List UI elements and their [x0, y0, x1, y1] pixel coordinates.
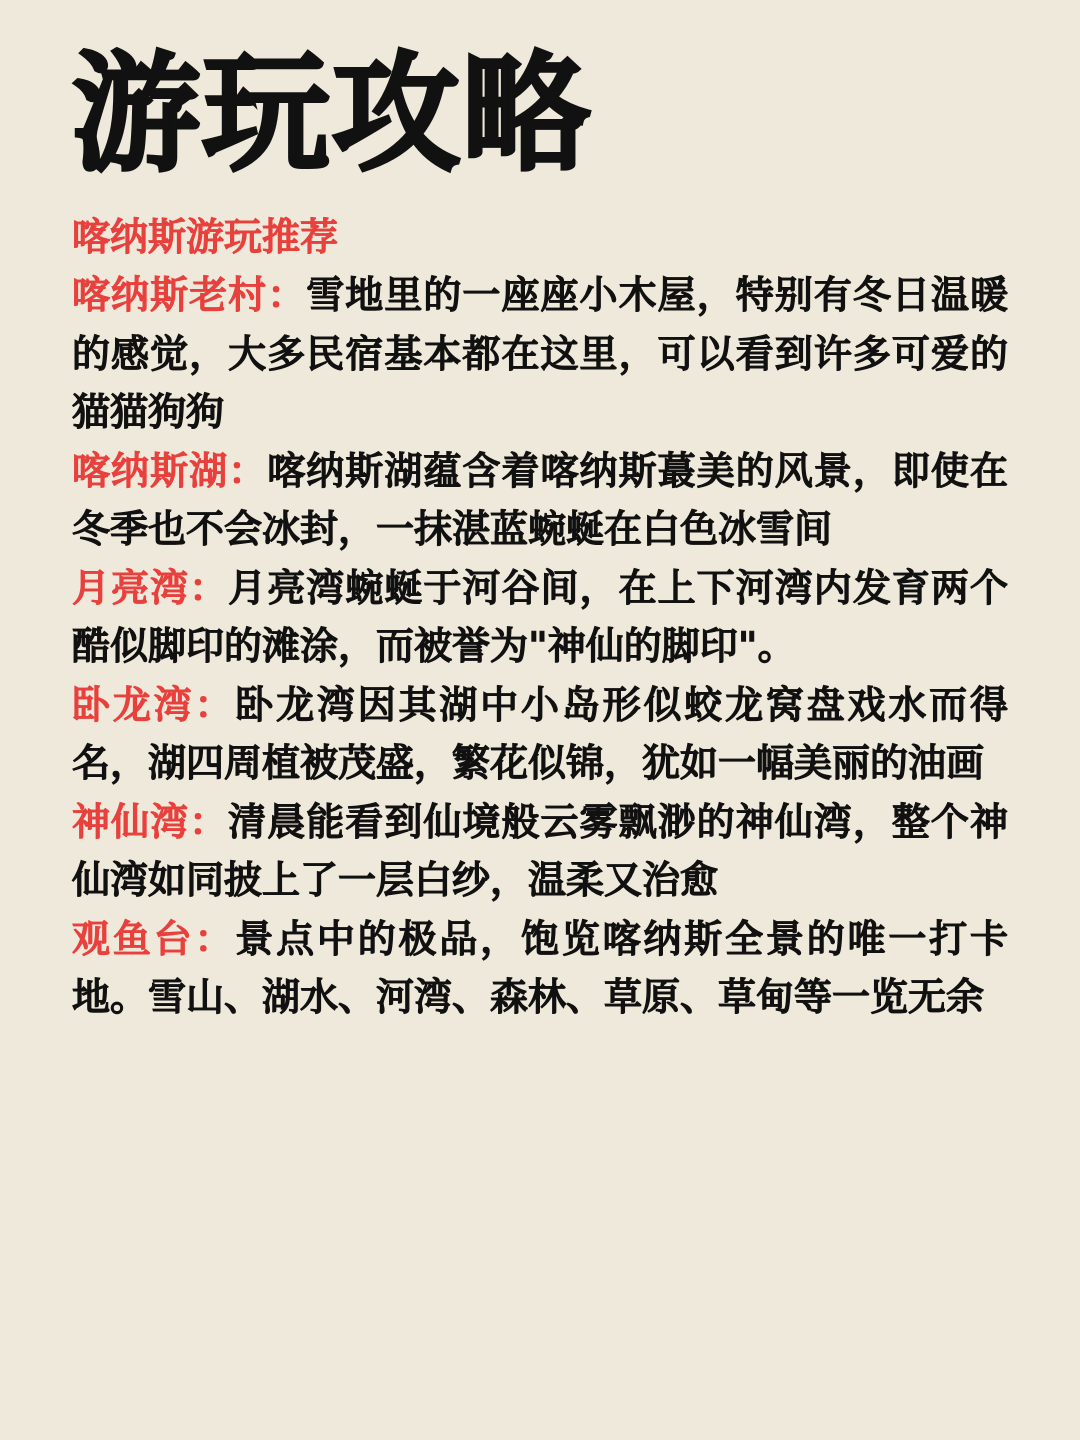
spot-wolong-bay [72, 676, 1008, 793]
spot-moon-bay [72, 559, 1008, 676]
spot-description: 景点中的极品，饱览喀纳斯全景的唯一打卡地。雪山、湖水、河湾、森林、草原、草甸等一览无余 [72, 916, 1008, 1019]
spot-description: 卧龙湾因其湖中小岛形似蛟龙窝盘戏水而得名，湖四周植被茂盛，繁花似锦，犹如一幅美丽的油画 [72, 682, 1008, 785]
section-subtitle: 喀纳斯游玩推荐 [72, 215, 339, 259]
spot-name: 喀纳斯湖： [72, 448, 268, 493]
spot-name: 喀纳斯老村： [72, 273, 307, 317]
spot-name: 卧龙湾： [72, 682, 236, 727]
spot-old-village [72, 266, 1008, 442]
spot-description: 清晨能看到仙境般云雾飘渺的神仙湾，整个神仙湾如同披上了一层白纱，温柔又治愈 [72, 799, 1008, 902]
spot-name: 月亮湾： [72, 565, 229, 610]
spot-description: 月亮湾蜿蜒于河谷间，在上下河湾内发育两个酷似脚印的滩涂，而被誉为"神仙的脚印"。 [72, 565, 1008, 668]
spot-name: 神仙湾： [72, 799, 229, 844]
spot-description: 雪地里的一座座小木屋，特别有冬日温暖的感觉，大多民宿基本都在这里，可以看到许多可爱的猫猫狗狗 [72, 273, 1008, 434]
spot-shenxian-bay [72, 793, 1008, 910]
spot-description: 喀纳斯湖蕴含着喀纳斯蕞美的风景，即使在冬季也不会冰封，一抹湛蓝蜿蜒在白色冰雪间 [72, 448, 1008, 551]
spot-kanas-lake [72, 442, 1008, 559]
spot-name: 观鱼台： [72, 916, 236, 961]
page-title: 游玩攻略 [72, 40, 593, 189]
spot-guanyu-platform [72, 910, 1008, 1027]
